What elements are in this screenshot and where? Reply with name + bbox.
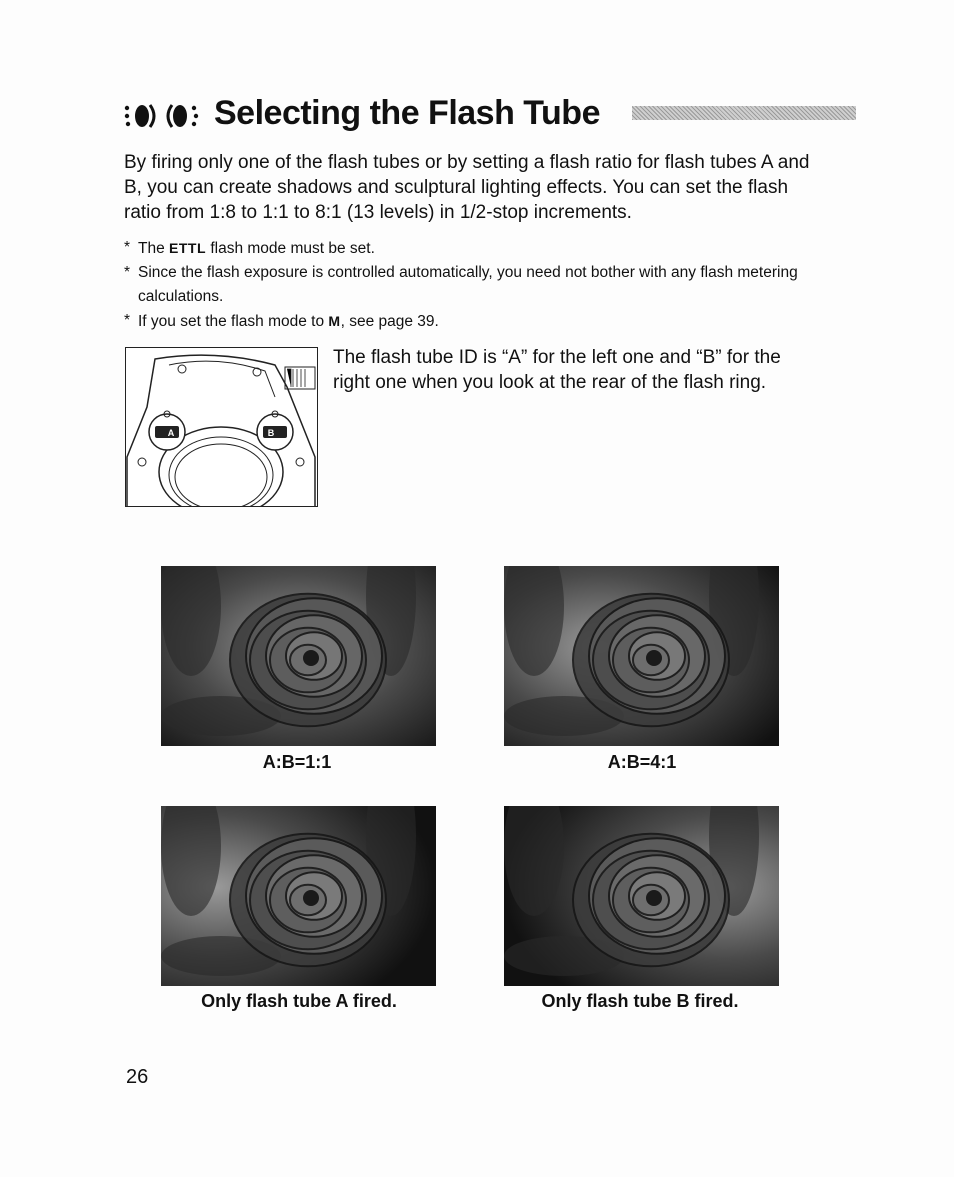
page-number: 26 bbox=[126, 1066, 149, 1088]
note-item bbox=[124, 236, 824, 261]
mode-keyword: ETTL bbox=[169, 240, 207, 256]
rose-image bbox=[161, 566, 436, 746]
note-text: The ETTL flash mode must be set. bbox=[138, 240, 375, 257]
photo-caption: A:B=1:1 bbox=[262, 752, 332, 772]
note-text: Since the flash exposure is controlled automatically, you need not bother with any flash metering calculations. bbox=[138, 264, 798, 305]
rose-photo-tube-b bbox=[504, 806, 779, 986]
note-bullet: * bbox=[124, 264, 131, 281]
mode-keyword: M bbox=[328, 313, 341, 329]
flash-tube-a-icon bbox=[124, 97, 210, 131]
title-icons bbox=[124, 97, 210, 131]
note-item bbox=[124, 309, 824, 334]
rose-image bbox=[161, 806, 436, 986]
flash-ring-diagram bbox=[125, 347, 318, 507]
intro-paragraph: By firing only one of the flash tubes or by setting a flash ratio for flash tubes A and B, you can create shadows and sculptural lighting effects. You can set the flash ratio from 1:8 to 1:1 to 8:1 (13 levels) in 1/2-stop increments. bbox=[124, 152, 810, 223]
note-bullet: * bbox=[124, 239, 131, 256]
rose-photo-tube-a bbox=[161, 806, 436, 986]
title-row bbox=[124, 94, 600, 133]
notes-list bbox=[124, 236, 824, 334]
tube-b-label: B bbox=[267, 428, 275, 438]
photo-caption: Only flash tube A fired. bbox=[201, 991, 397, 1011]
rose-photo-1to1 bbox=[161, 566, 436, 746]
photo-caption: A:B=4:1 bbox=[607, 752, 677, 772]
title-rule bbox=[632, 106, 856, 120]
note-item bbox=[124, 261, 824, 309]
rose-photo-4to1 bbox=[504, 566, 779, 746]
note-bullet: * bbox=[124, 312, 131, 329]
tube-id-description: The flash tube ID is “A” for the left one and “B” for the right one when you look at the rear of the flash ring. bbox=[333, 347, 781, 393]
tube-a-label: A bbox=[167, 428, 175, 438]
note-text: If you set the flash mode to M, see page 39. bbox=[138, 313, 439, 330]
photo-caption: Only flash tube B fired. bbox=[541, 991, 739, 1011]
page-title: Selecting the Flash Tube bbox=[214, 94, 600, 132]
rose-image bbox=[504, 566, 779, 746]
flash-tube-b-icon bbox=[168, 105, 198, 127]
rose-image bbox=[504, 806, 779, 986]
